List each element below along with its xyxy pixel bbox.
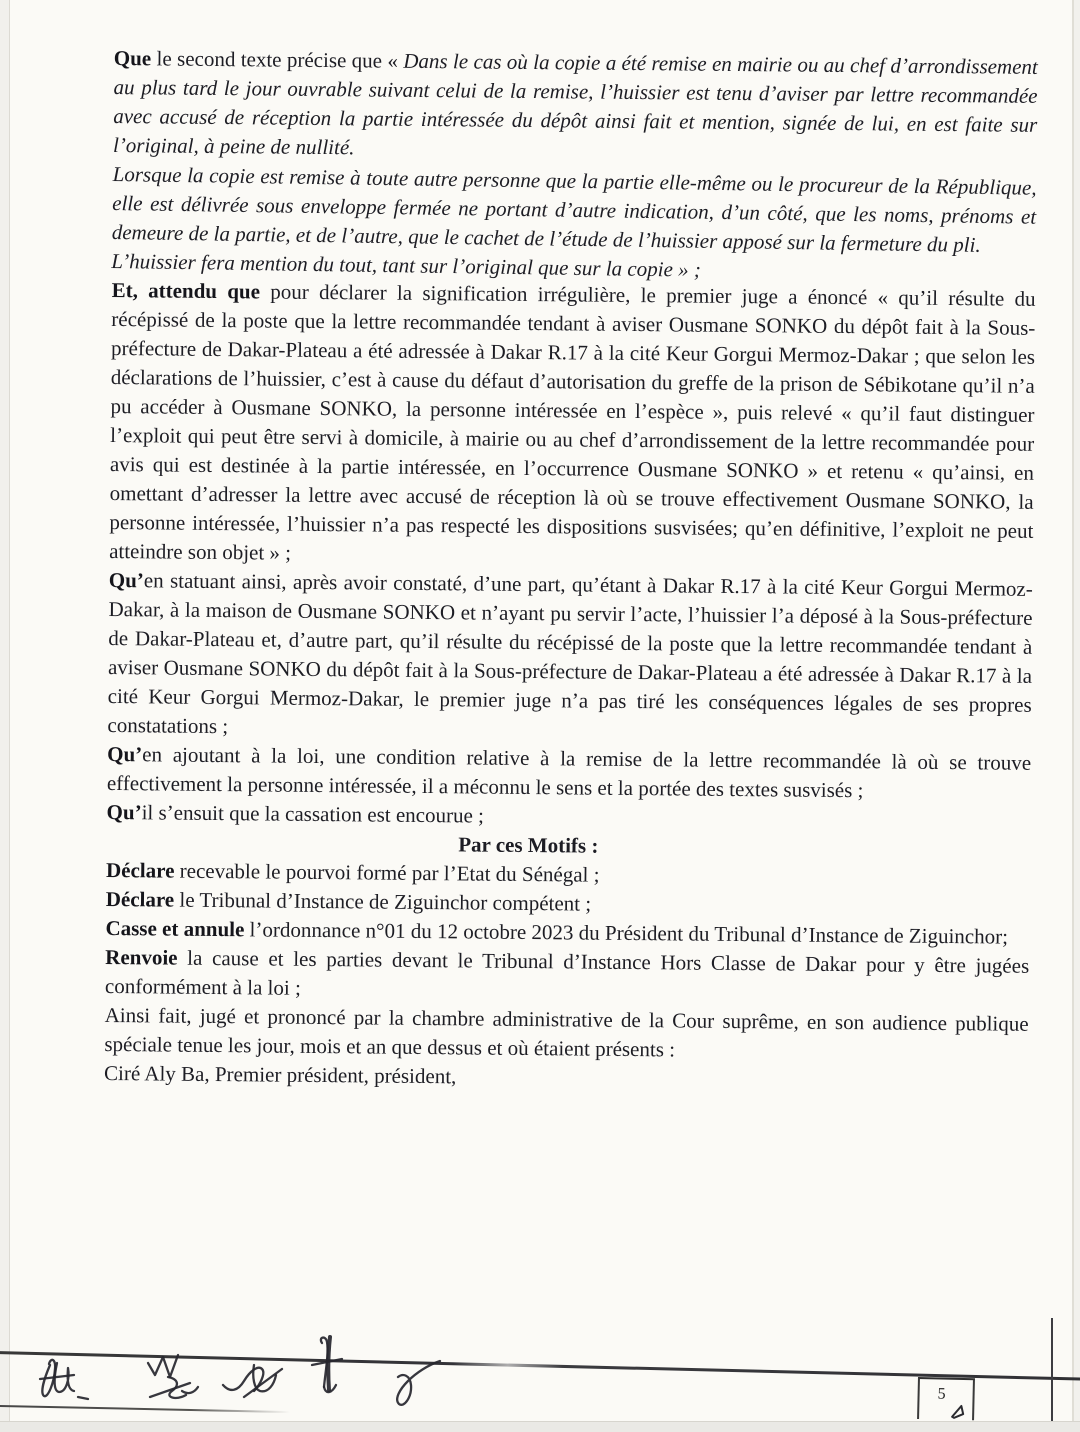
scan-edge-left-line — [9, 0, 10, 1432]
motifs-heading: Par ces Motifs : — [458, 832, 599, 858]
paragraph-lead: Qu’ — [108, 567, 144, 593]
paragraph-lead: Déclare — [105, 886, 175, 912]
paragraph-text: le second texte précise que « — [151, 46, 404, 73]
paragraph-text: pour déclarer la signification irrégulière, le premier juge a énoncé « qu’il résulte du récépissé de la poste que la lettre recommandée tendant à aviser Ousmane SONKO du dépôt fait à la Sous-préfecture de Dakar-Plateau a été adressée à Dakar R.17 à la cité Keur Gorgui Mermoz-Dakar ; que selon les déclarations de l’huissier, c’est à cause du défaut d’autorisation du greffe de la prison de Sébikotane qu’il n’a pu accéder à Ousmane SONKO, la personne intéressée en l’espèce », puis relevé « qu’il faut distinguer l’exploit qui peut être servi à domicile, à mairie ou au chef d’arrondissement de la lettre recommandée pour avis qui est destinée à la partie intéressée, en l’occurrence Ousmane SONKO » et retenu « qu’ainsi, en omettant d’adresser la lettre avec accusé de réception là où se trouve effectivement Ousmane SONKO, la personne intéressée, l’huissier n’a pas respecté les dispositions susvisées; qu’en définitive, l’exploit ne peut atteindre son objet » ; — [109, 279, 1036, 565]
quoted-law-text: L’huissier fera mention du tout, tant sur l’original que sur la copie » ; — [111, 248, 702, 282]
paragraph-lead: Qu’ — [107, 741, 143, 767]
quoted-law-text: Dans le cas où la copie a été remise en mairie ou au chef d’arrondissement au plus tard le jour ouvrable suivant celui de la remise, l’huissier est tenu d’aviser par lettre recommandée avec accusé de réception la partie intéressée du dépôt ainsi fait et mention, signée de lui, en est faite sur l’original, à peine de nullité. — [112, 48, 1038, 160]
scan-edge-left-band — [0, 0, 9, 1432]
paragraph-text: il s’ensuit que la cassation est encourue ; — [141, 800, 485, 828]
paragraph-attendu — [109, 276, 1036, 575]
paragraph-lead: Que — [113, 45, 152, 71]
closing-formula: Ainsi fait, jugé et prononcé par la chambre administrative de la Cour suprême, en son audience publique spéciale tenue les jour, mois et an que dessus et où étaient présents : — [104, 1002, 1029, 1062]
paragraph-lead: Renvoie — [105, 944, 178, 970]
quoted-law-text: Lorsque la copie est remise à toute autre personne que la partie elle-même ou le procureur de la République, elle est délivrée sous enveloppe fermée ne portant d’autre indication, d’un côté, que les noms, prénoms et demeure de la partie, et de l’autre, que le cachet de l’étude de l’huissier apposé sur la fermeture du pli. — [111, 161, 1037, 257]
handwritten-initial-2 — [148, 1355, 198, 1398]
paragraph-text: recevable le pourvoi formé par l’Etat du Sénégal ; — [174, 858, 600, 887]
paragraph-text: en statuant ainsi, après avoir constaté, d’une part, qu’étant à Dakar R.17 à la cité Keur Gorgui Mermoz- Dakar, à la maison de Ousmane SONKO et n’ayant pu servir l’acte, l’huissier l’a déposé à la Sous-préfecture de Dakar-Plateau et, d’autre part, qu’il résulte du récépissé de la poste que la lettre recommandée tendant à aviser Ousmane SONKO du dépôt fait à la Sous-préfecture de Dakar-Plateau a été adressée à Dakar R.17 à la cité Keur Gorgui Mermoz-Dakar, le premier juge n’a pas tiré les conséquences légales de ses propres constatations ; — [107, 568, 1033, 739]
document-text — [104, 44, 1038, 1097]
paragraph-text: en ajoutant à la loi, une condition relative à la remise de la lettre recommandée là où se trouve effectivement la personne intéressée, il a méconnu le sens et la portée des textes susvisés ; — [106, 742, 1032, 803]
dispositif-renvoie — [105, 943, 1030, 1010]
pen-tick-mark — [949, 1404, 967, 1420]
paragraph-lead: Et, attendu que — [111, 277, 261, 304]
page-number: 5 — [937, 1385, 946, 1403]
paragraph-statuant — [107, 566, 1033, 749]
scan-edge-right-band — [1074, 0, 1080, 1432]
paragraph-citation — [113, 44, 1038, 169]
scan-edge-bottom-band — [0, 1421, 1080, 1432]
ruled-line-vertical — [1051, 1318, 1053, 1426]
paragraph-ajoutant — [107, 740, 1032, 807]
paragraph-text: l’ordonnance n°01 du 12 octobre 2023 du Président du Tribunal d’Instance de Ziguinchor; — [244, 917, 1009, 949]
handwritten-initials — [30, 1335, 460, 1432]
quoted-law-block — [111, 160, 1037, 290]
closing-president-line: Ciré Aly Ba, Premier président, président, — [104, 1060, 457, 1089]
paragraph-text: le Tribunal d’Instance de Ziguinchor compétent ; — [174, 887, 592, 916]
paragraph-lead: Qu’ — [106, 799, 142, 825]
handwritten-initial-4 — [312, 1337, 342, 1392]
paragraph-text: la cause et les parties devant le Tribunal d’Instance Hors Classe de Dakar pour y être jugées conformément à la loi ; — [104, 945, 1030, 1000]
handwritten-initial-5 — [397, 1361, 440, 1405]
paragraph-lead: Déclare — [105, 857, 175, 883]
page-number-box — [917, 1377, 975, 1420]
paragraph-lead: Casse et annule — [105, 915, 245, 942]
handwritten-initial-3 — [223, 1365, 282, 1397]
handwritten-initial-1 — [40, 1360, 88, 1399]
